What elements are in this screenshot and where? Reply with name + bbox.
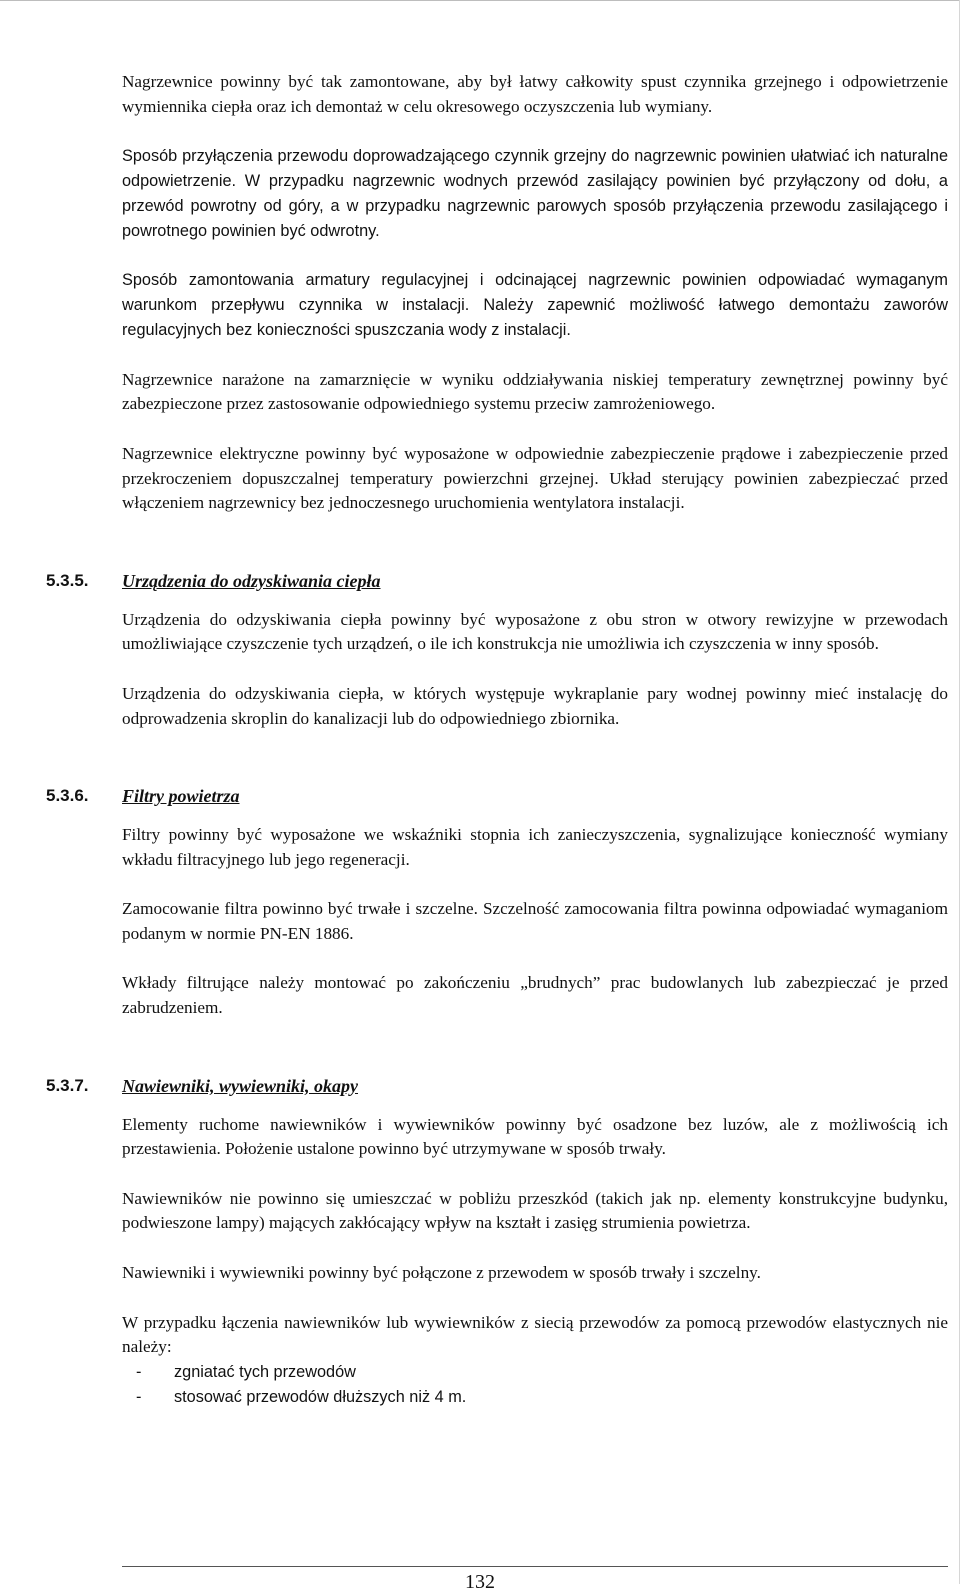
section-number: 5.3.6. bbox=[46, 786, 89, 806]
page-number: 132 bbox=[465, 1571, 495, 1593]
paragraph-diffuser-adjustment: Elementy ruchome nawiewników i wywiewników powinny być osadzone bez luzów, ale z możliwością ich przestawienia. Położenie ustalone powinno być utrzymywane w sposób trwały. bbox=[122, 1114, 948, 1159]
page-top-border bbox=[0, 0, 960, 1]
paragraph-filter-mounting: Zamocowanie filtra powinno być trwałe i szczelne. Szczelność zamocowania filtra powinna odpowiadać wymaganiom podanym w normie PN-EN 1886. bbox=[122, 899, 948, 943]
flexible-duct-rules-list bbox=[122, 1360, 948, 1410]
section-title: Urządzenia do odzyskiwania ciepła bbox=[122, 570, 381, 591]
paragraph-filter-inserts: Wkłady filtrujące należy montować po zakończeniu „brudnych” prac budowlanych lub zabezpieczać je przed zabrudzeniem. bbox=[122, 973, 948, 1018]
list-dash: - bbox=[136, 1387, 142, 1406]
list-item bbox=[122, 1360, 948, 1385]
section-number: 5.3.7. bbox=[46, 1075, 89, 1095]
paragraph-heater-connection: Sposób przyłączenia przewodu doprowadzającego czynnik grzejny do nagrzewnic powinien ułatwiać ich naturalne odpowietrzenie. W przypadku nagrzewnic wodnych przewód zasilający powinien być przyłączony od dołu, a przewód powrotny od góry, a w przypadku nagrzewnic parowych sposób przyłączenia przewodu zasilającego i powrotnego powinien być odwrotny. bbox=[122, 147, 948, 240]
section-number: 5.3.5. bbox=[46, 570, 89, 590]
footer-divider bbox=[122, 1566, 948, 1567]
section-title: Nawiewniki, wywiewniki, okapy bbox=[122, 1075, 359, 1096]
paragraph-filter-indicators: Filtry powinny być wyposażone we wskaźniki stopnia ich zanieczyszczenia, sygnalizujące konieczność wymiany wkładu filtracyjnego lub jego regeneracji. bbox=[122, 825, 948, 869]
section-heading-heat-recovery bbox=[46, 568, 948, 594]
paragraph-heat-recovery-inspection: Urządzenia do odzyskiwania ciepła powinny być wyposażone z obu stron w otwory rewizyjne w przewodach umożliwiające czyszczenie tych urządzeń, o ile ich konstrukcja nie umożliwia ich czyszczenia w inny sposób. bbox=[122, 609, 948, 654]
list-item-text: stosować przewodów dłuższych niż 4 m. bbox=[174, 1387, 467, 1406]
paragraph-diffuser-connection: Nawiewniki i wywiewniki powinny być połączone z przewodem w sposób trwały i szczelny. bbox=[122, 1263, 761, 1283]
paragraph-electric-heaters: Nagrzewnice elektryczne powinny być wyposażone w odpowiednie zabezpieczenie prądowe i zabezpieczenie przed przekroczeniem dopuszczalnej temperatury powierzchni grzejnej. Układ sterujący powinien zabezpieczać przed włączeniem nagrzewnicy bez jednoczesnego uruchomienia wentylatora instalacji. bbox=[122, 443, 948, 513]
paragraph-flexible-ducts: W przypadku łączenia nawiewników lub wywiewników z siecią przewodów za pomocą przewodów elastycznych nie należy: bbox=[122, 1312, 948, 1357]
list-item bbox=[122, 1385, 948, 1410]
section-heading-air-filters bbox=[46, 783, 948, 809]
list-dash: - bbox=[136, 1362, 142, 1381]
paragraph-valve-installation: Sposób zamontowania armatury regulacyjnej i odcinającej nagrzewnic powinien odpowiadać wymaganym warunkom przepływu czynnika w instalacji. Należy zapewnić możliwość łatwego demontażu zaworów regulacyjnych bez konieczności spuszczania wody z instalacji. bbox=[122, 271, 948, 339]
paragraph-heat-recovery-condensate: Urządzenia do odzyskiwania ciepła, w których występuje wykraplanie pary wodnej powinny mieć instalację do odprowadzenia skroplin do kanalizacji lub do odpowiedniego zbiornika. bbox=[122, 683, 948, 728]
document-page bbox=[46, 70, 948, 1410]
list-item-text: zgniatać tych przewodów bbox=[174, 1362, 356, 1381]
paragraph-heater-mounting: Nagrzewnice powinny być tak zamontowane, aby był łatwy całkowity spust czynnika grzejnego i odpowietrzenie wymiennika ciepła oraz ich demontaż w celu okresowego oczyszczenia lub wymiany. bbox=[122, 72, 948, 116]
paragraph-diffuser-placement: Nawiewników nie powinno się umieszczać w pobliżu przeszkód (takich jak np. elementy konstrukcyjne budynku, podwieszone lampy) mających zakłócający wpływ na kształt i zasięg strumienia powietrza. bbox=[122, 1188, 948, 1233]
paragraph-frost-protection: Nagrzewnice narażone na zamarznięcie w wyniku oddziaływania niskiej temperatury zewnętrznej powinny być zabezpieczone przez zastosowanie odpowiedniego systemu przeciw zamrożeniowego. bbox=[122, 369, 948, 414]
section-heading-diffusers bbox=[46, 1073, 948, 1099]
section-title: Filtry powietrza bbox=[122, 786, 240, 807]
